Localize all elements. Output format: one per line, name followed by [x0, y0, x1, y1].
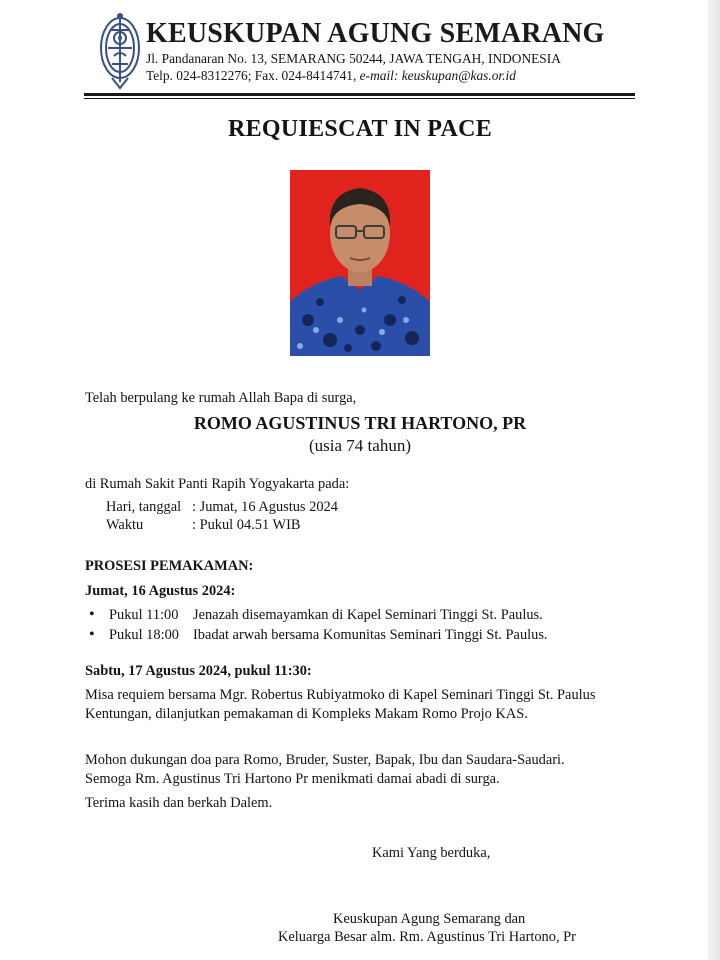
day1-heading: Jumat, 16 Agustus 2024: [85, 583, 236, 599]
item-text: Jenazah disemayamkan di Kapel Seminari Tinggi St. Paulus. [193, 607, 543, 623]
email-label: e-mail: [359, 68, 402, 83]
page-edge-shadow [708, 0, 720, 960]
letterhead-rule-thin [84, 98, 635, 99]
portrait-photo [290, 170, 430, 356]
detail-row [106, 517, 300, 534]
prayer-line1: Mohon dukungan doa para Romo, Bruder, Suster, Bapak, Ibu dan Saudara-Saudari. [85, 752, 565, 768]
prayer-line2: Semoga Rm. Agustinus Tri Hartono Pr menikmati damai abadi di surga. [85, 771, 500, 787]
day2-text-line1: Misa requiem bersama Mgr. Robertus Rubiyatmoko di Kapel Seminari Tinggi St. Paulus [85, 687, 596, 703]
email-address: keuskupan@kas.or.id [401, 68, 516, 83]
phone-fax: Telp. 024-8312276; Fax. 024-8414741, [146, 68, 360, 83]
day2-heading: Sabtu, 17 Agustus 2024, pukul 11:30: [85, 663, 312, 679]
deceased-name: ROMO AGUSTINUS TRI HARTONO, PR [193, 413, 527, 433]
item-time: Pukul 18:00 [109, 627, 179, 643]
page-title: REQUIESCAT IN PACE [227, 116, 493, 142]
detail-value: : Pukul 04.51 WIB [192, 517, 301, 533]
list-item [85, 607, 548, 627]
detail-value: : Jumat, 16 Agustus 2024 [192, 499, 338, 515]
signature-line2: Keluarga Besar alm. Rm. Agustinus Tri Hartono, Pr [278, 929, 576, 945]
list-item [85, 627, 548, 647]
day2-text-line2: Kentungan, dilanjutkan pemakaman di Kompleks Makam Romo Projo KAS. [85, 706, 528, 722]
mourners-line: Kami Yang berduka, [372, 845, 491, 861]
thanks-line: Terima kasih dan berkah Dalem. [85, 795, 273, 811]
detail-label: Waktu [106, 517, 144, 533]
archdiocese-logo-icon [98, 8, 142, 90]
org-name: KEUSKUPAN AGUNG SEMARANG [146, 18, 605, 49]
org-contact [146, 68, 516, 84]
day1-list [85, 607, 548, 647]
intro-text: Telah berpulang ke rumah Allah Bapa di surga, [85, 390, 357, 406]
procession-heading: PROSESI PEMAKAMAN: [85, 558, 254, 574]
item-time: Pukul 11:00 [109, 607, 179, 623]
org-address: Jl. Pandanaran No. 13, SEMARANG 50244, JAWA TENGAH, INDONESIA [146, 51, 561, 66]
detail-label: Hari, tanggal [106, 499, 182, 515]
item-text: Ibadat arwah bersama Komunitas Seminari Tinggi St. Paulus. [193, 627, 548, 643]
signature-line1: Keuskupan Agung Semarang dan [333, 911, 526, 927]
deceased-age: (usia 74 tahun) [309, 436, 411, 455]
place-line: di Rumah Sakit Panti Rapih Yogyakarta pada: [85, 476, 350, 492]
detail-row [106, 499, 338, 516]
letterhead-rule [84, 93, 635, 96]
